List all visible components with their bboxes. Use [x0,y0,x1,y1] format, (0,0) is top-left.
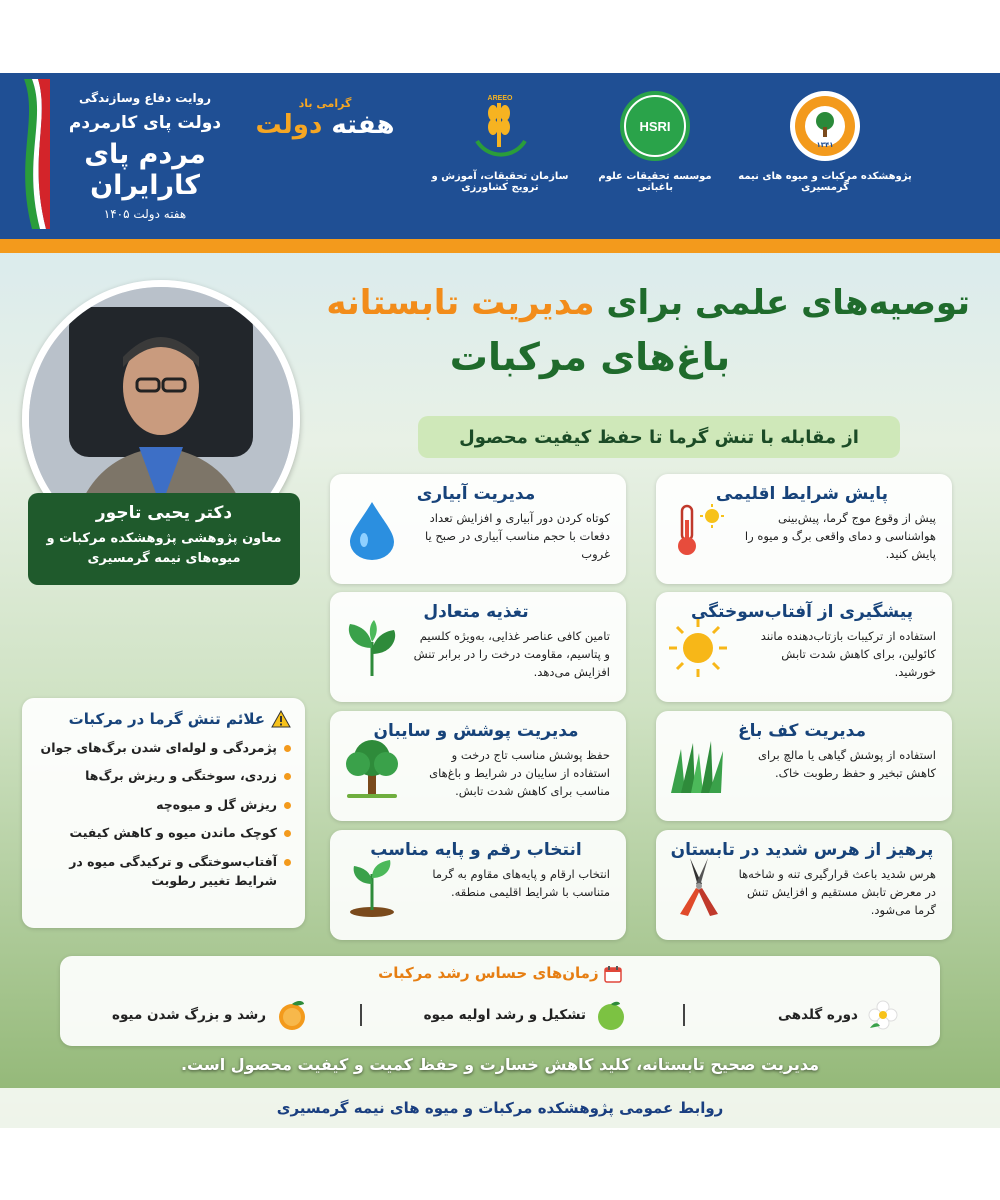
stage-fruit-growth [112,998,310,1032]
speaker-name: دکتر یحیی تاجور [95,503,233,523]
week-title [255,110,395,140]
stage-separator [360,1004,362,1026]
stage-label: دوره گلدهی [778,1007,858,1023]
speaker-name-box [28,493,300,585]
citrus-institute-logo-icon [790,91,860,161]
campaign-slogan [50,85,240,225]
week-title-1: هفته [331,110,395,140]
title-part-a: توصیه‌های علمی برای [606,283,970,323]
thermometer-sun-icon [666,498,730,562]
closing-statement: مدیریت صحیح تابستانه، کلید کاهش خسارت و حفظ کمیت و کیفیت محصول است. [180,1055,820,1074]
card-text: کوتاه کردن دور آبیاری و افزایش تعداد دفعات با حجم مناسب آبیاری در صبح یا غروب [425,511,610,561]
symptom-item: کوچک ماندن میوه و کاهش کیفیت [36,823,291,842]
card-avoid-heavy-pruning [656,830,952,940]
card-text: هرس شدید باعث قرارگیری تنه و شاخه‌ها در معرض تابش مستقیم و افزایش تنش گرما می‌شود. [738,867,936,917]
symptom-item: زردی، سوختگی و ریزش برگ‌ها [36,766,291,785]
stage-flowering [778,998,900,1032]
areeo-logo-label: سازمان تحقیقات، آموزش و ترویج کشاورزی [431,171,569,193]
card-title: مدیریت کف باغ [737,721,867,741]
stages-header [60,964,940,983]
card-title: مدیریت پوشش و سایبان [373,721,579,741]
card-irrigation [330,474,626,584]
stage-label: تشکیل و رشد اولیه میوه [423,1007,586,1023]
flower-icon [866,998,900,1032]
card-text: پیش از وقوع موج گرما، پیش‌بینی هواشناسی و دمای واقعی برگ و میوه را پایش کنید. [744,511,936,561]
header-stripe [0,239,1000,253]
campaign-line-4: هفته دولت ۱۴۰۵ [103,207,187,221]
symptoms-header [36,710,291,728]
citrus-institute-logo [725,91,925,193]
hsri-logo [585,91,725,193]
subtitle-banner: از مقابله با تنش گرما تا حفظ کیفیت محصول [418,416,900,458]
calendar-icon [604,965,622,983]
card-title: پایش شرایط اقلیمی [715,484,889,504]
infographic-poster [0,73,1000,1128]
card-climate-monitoring [656,474,952,584]
sensitive-growth-stages-box [60,956,940,1046]
symptoms-list [36,738,291,890]
sun-icon [666,616,730,680]
warning-icon [271,710,291,728]
card-title: مدیریت آبیاری [416,484,536,504]
main-title-line-1 [326,283,970,323]
card-text: حفظ پوشش مناسب تاج درخت و استفاده از سایبان در شرایط و باغ‌های مناسب برای کاهش شدت تابش. [429,748,610,798]
pruning-shears-icon [666,854,730,918]
card-title: انتخاب رقم و پایه مناسب [370,840,582,860]
svg-text:AREEO: AREEO [487,95,513,102]
speaker-role [28,529,300,568]
hsri-logo-icon [620,91,690,161]
card-text: انتخاب ارقام و پایه‌های مقاوم به گرما متناسب با شرایط اقلیمی منطقه. [432,867,610,899]
campaign-line-1: روایت دفاع وسازندگی [79,91,211,105]
svg-text:HSRI: HSRI [639,119,671,134]
citrus-institute-logo-label: پژوهشکده مرکبات و میوه های نیمه گرمسیری [738,171,912,193]
card-title: پیشگیری از آفتاب‌سوختگی [690,602,914,622]
card-text: استفاده از ترکیبات بازتاب‌دهنده مانند کائولین، برای کاهش شدت تابش خورشید. [760,629,936,679]
orange-fruit-icon [274,998,310,1032]
areeo-logo [430,91,570,193]
card-canopy-shade [330,711,626,821]
footer-credit: روابط عمومی پژوهشکده مرکبات و میوه های نیمه گرمسیری [0,1088,1000,1128]
stage-separator [683,1004,685,1026]
symptom-item: ریزش گل و میوه‌چه [36,795,291,814]
stage-label: رشد و بزرگ شدن میوه [112,1007,266,1023]
leaves-icon [340,616,404,680]
speaker-role-line-1: معاون پژوهشی پژوهشکده مرکبات و [46,531,282,546]
government-week-badge [255,97,395,140]
card-text: تامین کافی عناصر غذایی، به‌ویژه کلسیم و پتاسیم، مقاومت درخت را در برابر تنش افزایش می‌دهد. [413,629,610,679]
speaker-role-line-2: میوه‌های نیمه گرمسیری [87,550,241,566]
symptoms-title: علائم تنش گرما در مرکبات [68,710,265,728]
card-orchard-floor [656,711,952,821]
stage-fruit-set [424,998,628,1032]
card-text: استفاده از پوشش گیاهی یا مالچ برای کاهش تبخیر و حفظ رطوبت خاک. [757,748,936,780]
week-title-2: دولت [255,110,323,140]
week-prefix: گرامی باد [298,97,352,110]
symptom-item: پژمردگی و لوله‌ای شدن برگ‌های جوان [36,738,291,757]
tree-icon [340,735,404,799]
iran-flag-icon [14,79,50,229]
title-part-b: مدیریت تابستانه [326,283,595,323]
green-fruit-icon [594,998,628,1032]
campaign-line-2: دولت پای کارمردم [68,113,222,133]
wheat-logo-icon [465,91,535,161]
svg-text:۱۳۴۱: ۱۳۴۱ [816,141,834,149]
hsri-logo-label: موسسه تحقیقات علوم باغبانی [598,171,712,193]
card-title: تغذیه متعادل [423,602,529,622]
water-drop-icon [340,498,404,562]
stages-title: زمان‌های حساس رشد مرکبات [378,964,599,982]
heat-stress-symptoms-box [22,698,305,928]
card-variety-rootstock [330,830,626,940]
main-title-line-2: باغ‌های مرکبات [449,335,731,379]
symptom-item: آفتاب‌سوختگی و ترکیدگی میوه در شرایط تغییر رطوبت [36,852,291,891]
header-banner [0,73,1000,239]
seedling-icon [340,854,404,918]
card-balanced-nutrition [330,592,626,702]
card-sunburn-prevention [656,592,952,702]
card-title: پرهیز از هرس شدید در تابستان [670,840,934,860]
campaign-line-3: مردم پای کارایران [84,139,206,201]
grass-icon [666,735,730,799]
